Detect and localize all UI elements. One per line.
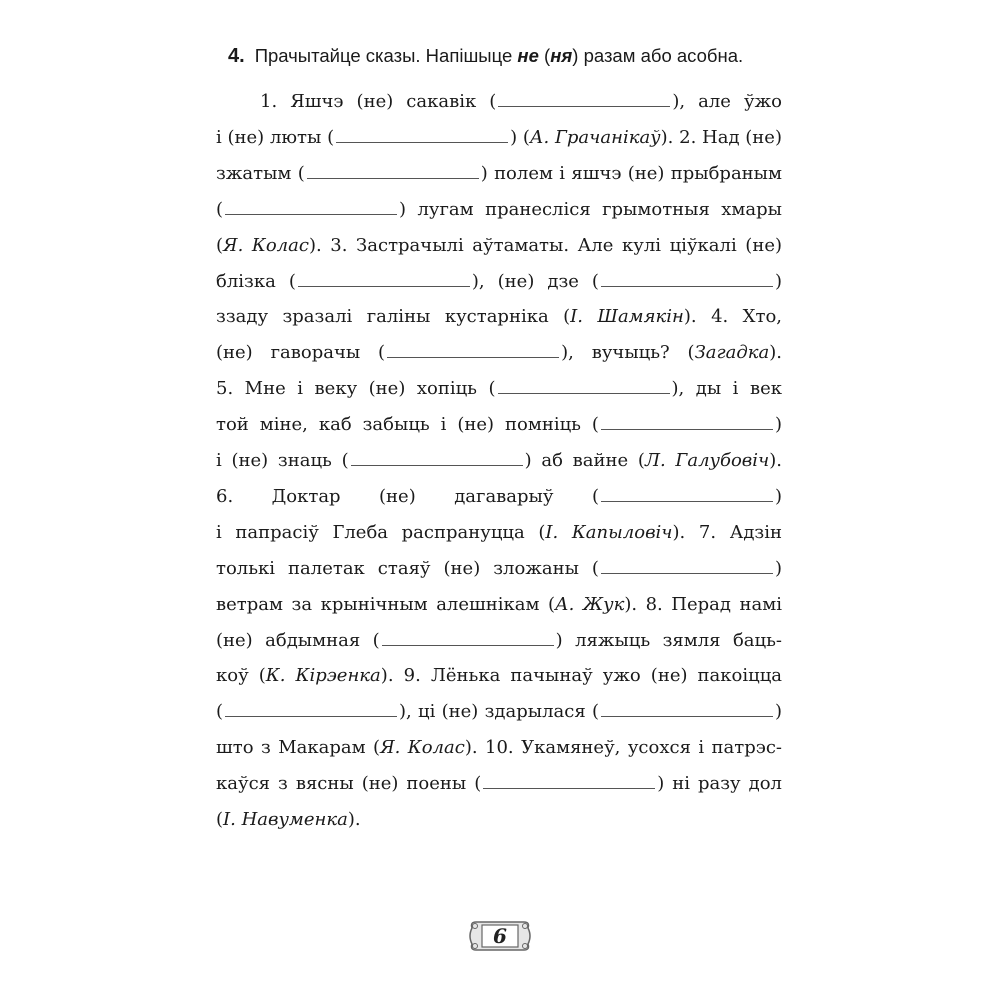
text-line (216, 730, 782, 766)
text-segment: ) ляжыць зямля баць- (555, 629, 782, 651)
text-segment: 1. Яшчэ (не) сакавік ( (260, 91, 497, 112)
text-line (216, 658, 782, 694)
task-number: 4. (228, 45, 245, 67)
text-segment: 5. Мне і веку (не) хопіць ( (216, 378, 496, 400)
answer-blank[interactable] (601, 274, 773, 287)
text-line (216, 515, 782, 551)
text-segment: ) (774, 270, 782, 292)
text-segment: ) (774, 414, 782, 436)
text-line (216, 84, 782, 120)
text-line (216, 371, 782, 407)
answer-blank[interactable] (307, 166, 479, 179)
text-segment: ) ні разу дол (657, 773, 782, 795)
text-segment: (не) гаворачы ( (216, 342, 386, 364)
text-segment: каўся з вясны (не) поены ( (216, 773, 482, 795)
author-citation: Л. Галубовіч (644, 450, 770, 471)
text-segment: ( (216, 701, 224, 723)
answer-blank[interactable] (351, 453, 523, 466)
author-citation: І. Навуменка (223, 809, 348, 830)
text-segment: блізка ( (216, 270, 296, 292)
answer-blank[interactable] (601, 561, 773, 574)
text-line (216, 228, 782, 264)
answer-blank[interactable] (601, 417, 773, 430)
author-citation: К. Кірэенка (265, 665, 381, 687)
text-segment: (не) абдымная ( (216, 629, 380, 651)
text-line (216, 766, 782, 802)
text-segment: ветрам за крынічным алешнікам ( (216, 593, 556, 615)
text-segment: ). (769, 450, 782, 471)
author-citation: І. Шамякін (570, 306, 684, 328)
text-segment: ). 2. Над (не) (660, 126, 782, 148)
text-segment: ) (774, 485, 782, 507)
page-number: 6 (493, 924, 507, 948)
answer-blank[interactable] (225, 704, 397, 717)
text-segment: ). 9. Лёнька пачынаў ужо (не) пакоіцца (380, 665, 783, 687)
text-segment: ). 10. Укамянеў, усохся і патрэс- (464, 737, 783, 759)
text-segment: ззаду зразалі галіны кустарніка ( (216, 306, 571, 328)
text-line (216, 335, 782, 371)
text-segment: ) аб вайне ( (524, 450, 645, 471)
page-number-frame (468, 918, 532, 954)
text-line (216, 479, 782, 515)
author-citation: А. Грачанікаў (529, 126, 661, 148)
text-segment: ) ( (510, 126, 530, 148)
text-segment: 6. Доктар (не) дагаварыў ( (216, 485, 599, 507)
author-citation: Я. Колас (380, 737, 465, 759)
text-segment: ( (216, 198, 224, 220)
text-line (216, 802, 361, 838)
text-segment: ), але ўжо (672, 91, 782, 112)
keyword-ne: не (517, 45, 539, 66)
answer-blank[interactable] (601, 704, 773, 717)
answer-blank[interactable] (382, 633, 554, 646)
text-line (216, 299, 782, 335)
author-citation: Я. Колас (223, 234, 309, 256)
author-citation: І. Капыловіч (545, 521, 673, 543)
text-segment: ) (774, 557, 782, 579)
answer-blank[interactable] (498, 94, 670, 107)
text-segment: ). 3. Застрачылі аўтаматы. Але кулі ціўкалі (не) (308, 234, 782, 256)
text-segment: коў ( (216, 665, 266, 687)
text-line (216, 694, 782, 730)
text-segment: ) полем і яшчэ (не) прыбраным (480, 162, 782, 184)
text-segment: і папрасіў Глеба распрануцца ( (216, 521, 546, 543)
text-line (216, 192, 782, 228)
answer-blank[interactable] (225, 202, 397, 215)
text-segment: ), ці (не) здарылася ( (399, 701, 599, 723)
text-line (216, 120, 782, 156)
text-line (216, 551, 782, 587)
text-segment: той міне, каб забыць і (не) помніць ( (216, 414, 599, 436)
text-segment: што з Макарам ( (216, 737, 381, 759)
text-segment: ) (774, 701, 782, 723)
answer-blank[interactable] (387, 345, 559, 358)
text-segment: зжатым ( (216, 162, 305, 184)
text-line (216, 443, 782, 479)
text-segment: ). 8. Перад намі (624, 593, 782, 615)
text-line (216, 587, 782, 623)
text-line (216, 264, 782, 300)
text-segment: ( (216, 809, 224, 830)
keyword-nya: ня (550, 45, 573, 66)
task-instruction: Прачытайце сказы. Напішыце не (ня) разам або асобна. (254, 45, 744, 66)
answer-blank[interactable] (483, 776, 655, 789)
author-citation: Загадка (694, 342, 770, 364)
text-segment: ). 4. Хто, (683, 306, 782, 328)
text-line (216, 623, 782, 659)
text-segment: ). (347, 809, 361, 830)
text-line (216, 407, 782, 443)
text-segment: ), ды і век (671, 378, 782, 400)
answer-blank[interactable] (298, 274, 470, 287)
author-citation: А. Жук (555, 593, 625, 615)
text-segment: і (не) знаць ( (216, 450, 349, 471)
answer-blank[interactable] (498, 381, 670, 394)
answer-blank[interactable] (601, 489, 773, 502)
text-segment: ). 7. Адзін (672, 521, 783, 543)
text-segment: ). (769, 342, 782, 364)
text-segment: і (не) люты ( (216, 126, 335, 148)
answer-blank[interactable] (336, 130, 508, 143)
text-segment: ( (216, 234, 224, 256)
text-segment: ), (не) дзе ( (471, 270, 599, 292)
task-header (228, 44, 808, 68)
text-segment: ), вучыць? ( (561, 342, 695, 364)
text-line (216, 156, 782, 192)
text-segment: толькі палетак стаяў (не) зложаны ( (216, 557, 599, 579)
text-segment: ) лугам пранесліся грымотныя хмары (399, 198, 782, 220)
